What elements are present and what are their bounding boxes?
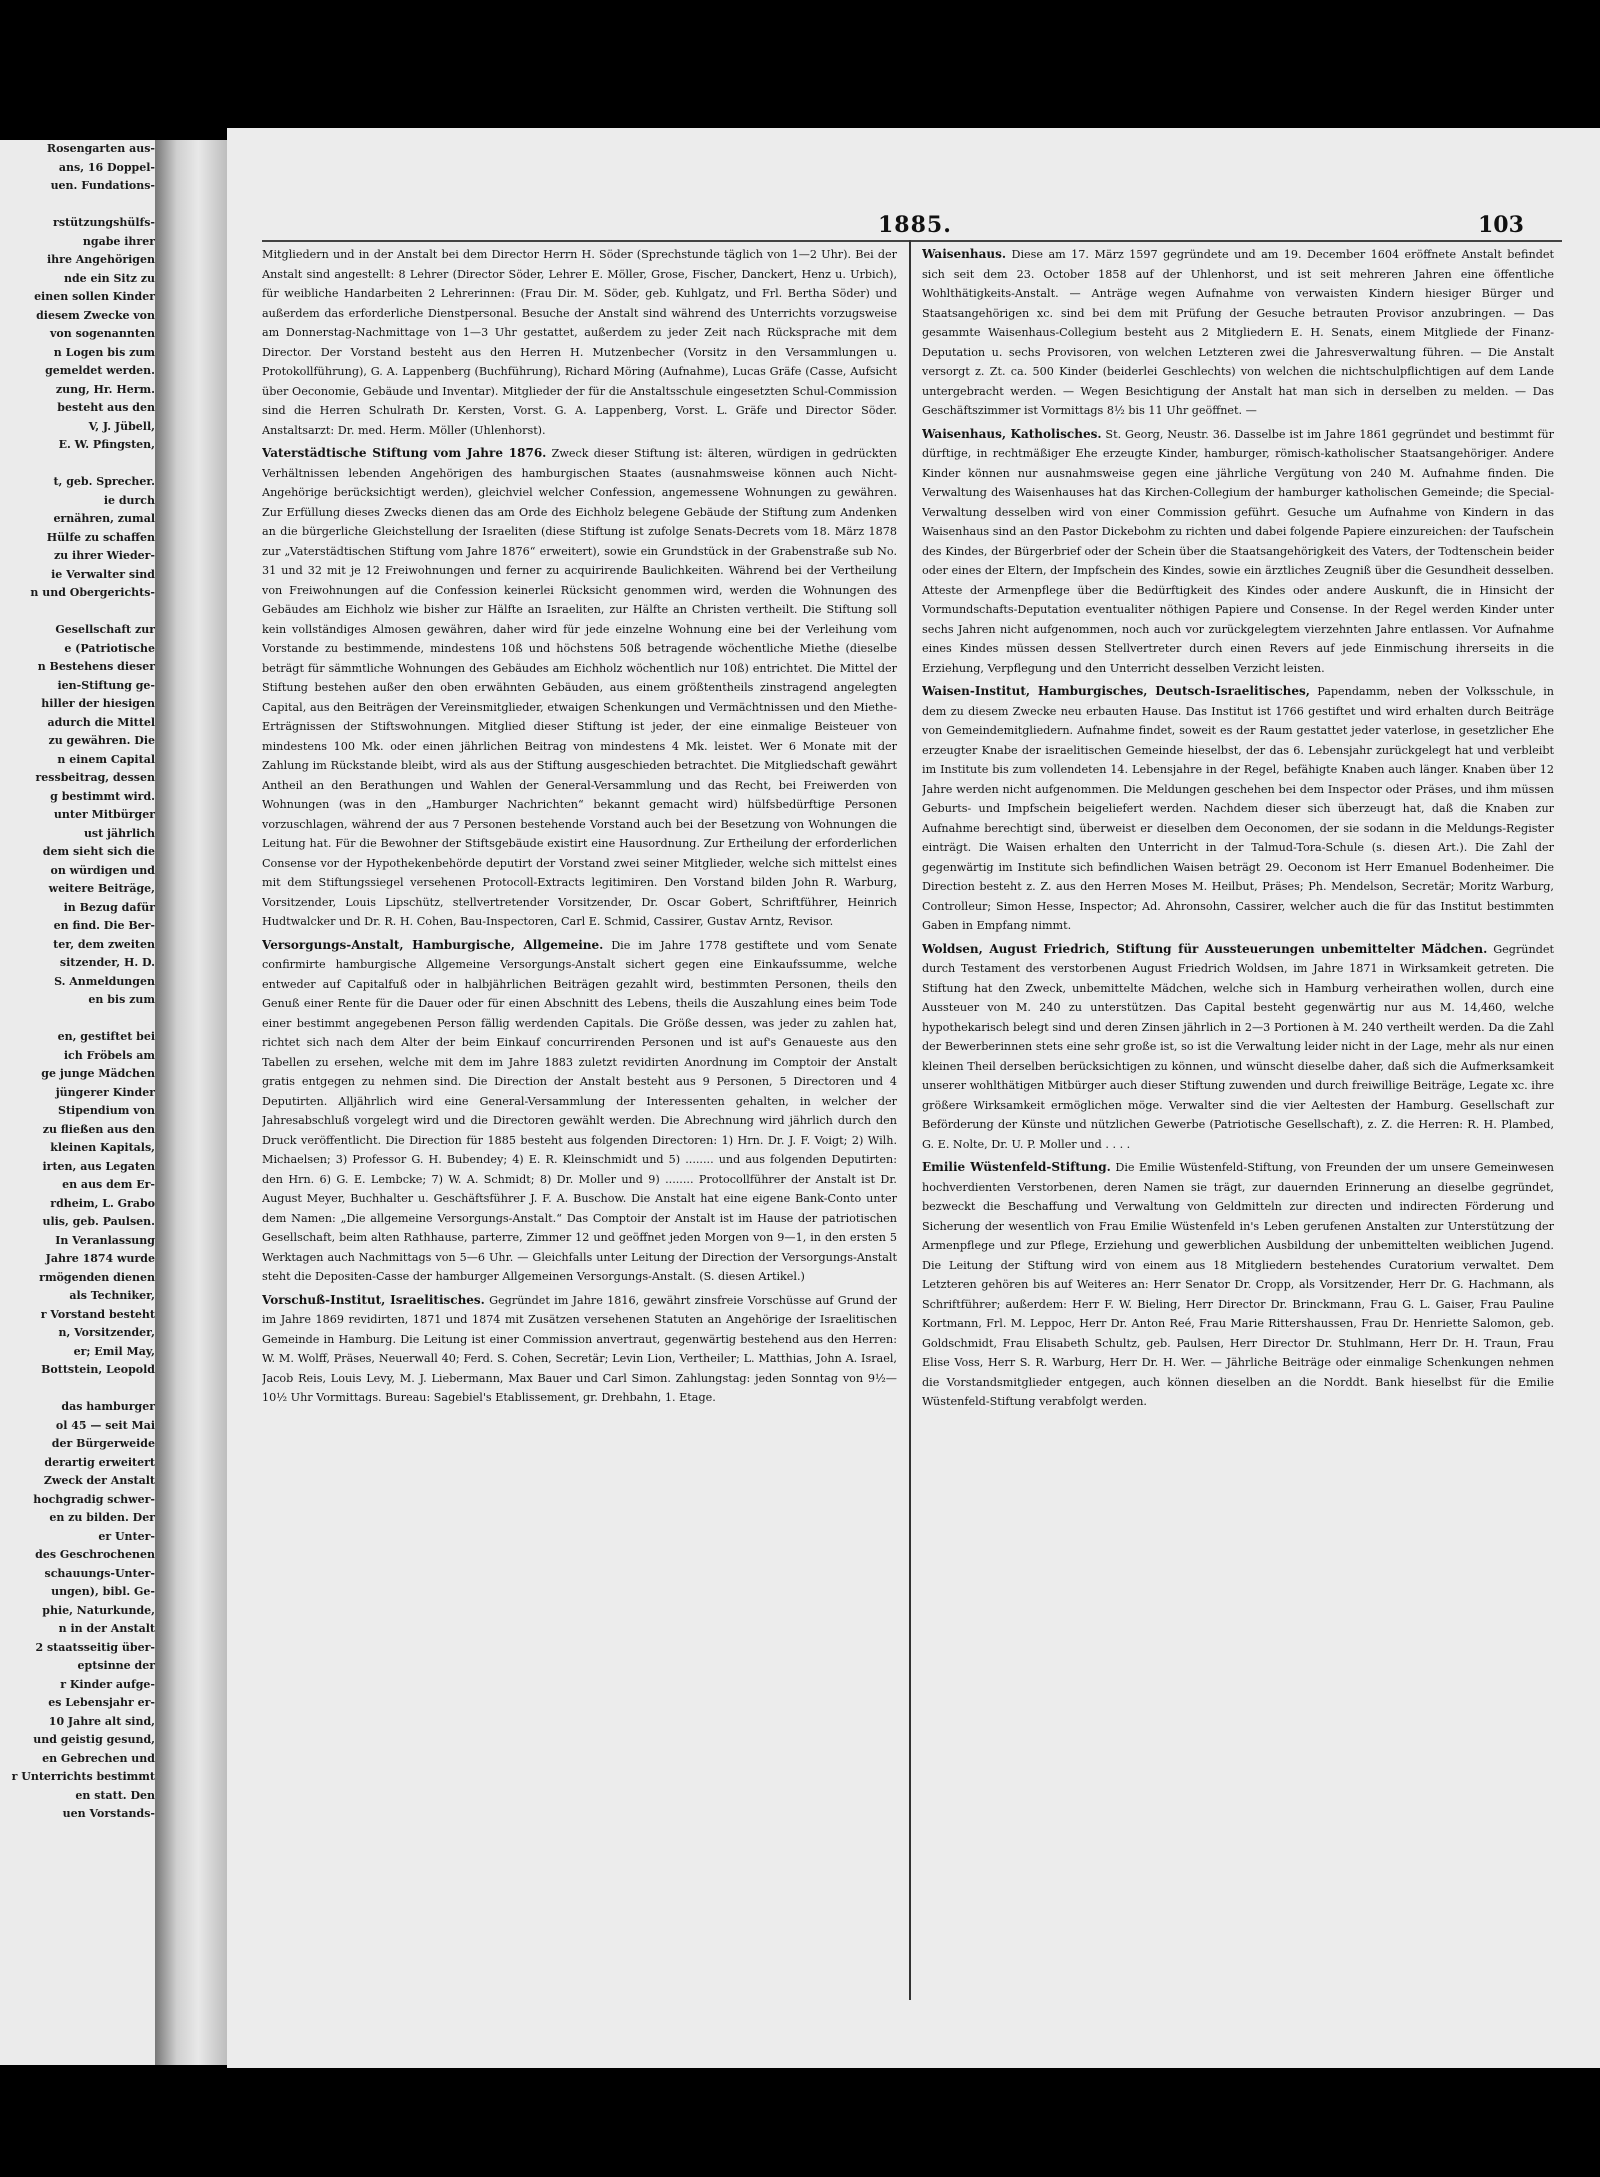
entry-title: Waisenhaus, Katholisches. (922, 426, 1102, 441)
fragment-line: ngabe ihrer (82, 234, 155, 248)
fragment-line: e (Patriotische (64, 641, 155, 655)
fragment-line: und geistig gesund, (33, 1733, 155, 1746)
fragment-line: der Bürgerweide (51, 1437, 155, 1450)
entry-paragraph (262, 1291, 897, 1408)
fragment-line: unter Mitbürger (53, 808, 155, 821)
fragment-line (0, 196, 155, 215)
fragment-line: S. Anmeldungen (54, 974, 155, 988)
fragment-line: er Unter- (98, 1529, 155, 1543)
fragment-line: derartig erweitert (44, 1455, 155, 1469)
fragment-line: besteht aus den (57, 401, 155, 414)
fragment-line: rstützungshülfs- (53, 216, 155, 229)
entry-paragraph (922, 245, 1554, 421)
entry-text: Gegründet durch Testament des verstorbenen August Friedrich Woldsen, im Jahre 1871 in Wirksamkeit getreten. Die Stiftung hat den Zweck, unbemittelte Mädchen, welche sich in Hamburg verheirathen wollen, durch eine Aussteuer von M. 240 zu unterstützen. Das Capital besteht gegenwärtig nur aus M. 14,460, welche hypothekarisch belegt sind und deren Zinsen jährlich in 2—3 Portionen à M. 240 vertheilt werden. Da die Zahl der Bewerberinnen stets eine sehr große ist, so ist die Verwaltung leider nicht in der Lage, mehr als nur einen kleinen Theil derselben berücksichtigen zu können, und wünscht dieselbe daher, daß sich die Aufmerksamkeit unserer wohlthätigen Mitbürger auch dieser Stiftung zuwenden und durch freiwillige Beiträge, Legate xc. ihre größere Wirksamkeit ermöglichen möge. Verwalter sind die vier Aeltesten der Hamburg. Gesellschaft zur Beförderung der Künste und nützlichen Gewerbe (Patriotische Gesellschaft), z. Z. die Herren: R. H. Plambed, G. E. Nolte, Dr. U. P. Moller und . . . . (922, 942, 1554, 1151)
fragment-line: ie durch (103, 493, 155, 507)
fragment-line: ter, dem zweiten (53, 937, 155, 951)
fragment-line: Zweck der Anstalt (43, 1474, 155, 1487)
entry-title: Waisen-Institut, Hamburgisches, Deutsch-Israelitisches, (922, 684, 1310, 698)
entry-text: Die Emilie Wüstenfeld-Stiftung, von Freunden der um unsere Gemeinwesen hochverdienten Verstorbenen, deren Namen sie trägt, zur dauernden Erinnerung an dieselbe gegründet, bezweckt die Beschaffung und Verwaltung von Geldmitteln zur directen und indirecten Förderung und Sicherung der wesentlich von Frau Emilie Wüstenfeld in's Leben gerufenen Anstalten zur Unterstützung der Armenpflege und zur Pflege, Erziehung und gewerblichen Ausbildung der unbemittelten weiblichen Jugend. Die Leitung der Stiftung wird von einem aus 18 Mitgliedern bestehendes Curatorium verwaltet. Dem Letzteren gehören bis auf Weiteres an: Herr Senator Dr. Cropp, als Vorsitzender, Herr Dr. G. Hachmann, als Schriftführer; außerdem: Herr F. W. Bieling, Herr Director Dr. Brinckmann, Frau G. L. Gaiser, Frau Pauline Kortmann, Frl. M. Leppoc, Herr Dr. Anton Reé, Frau Marie Rittershaussen, Frau Dr. Henriette Salomon, geb. Goldschmidt, Frau Elisabeth Schultz, geb. Paulsen, Herr Director Dr. Stuhlmann, Herr Dr. H. Traun, Frau Elise Voss, Herr S. R. Warburg, Herr Dr. H. Wer. — Jährliche Beiträge oder einmalige Schenkungen nehmen die Vorstandsmitglieder entgegen, auch können dieselben an die Norddt. Bank hieselbst für die Emilie Wüstenfeld-Stiftung verabfolgt werden. (922, 1161, 1554, 1408)
fragment-line: n, Vorsitzender, (58, 1326, 155, 1339)
entry-title: Emilie Wüstenfeld-Stiftung. (922, 1160, 1111, 1174)
fragment-line (0, 1380, 155, 1399)
fragment-line: hiller der hiesigen (41, 697, 155, 710)
fragment-line: n Logen bis zum (53, 345, 155, 359)
scan-border-top (0, 0, 1600, 140)
fragment-line: zu fließen aus den (42, 1122, 155, 1136)
fragment-line: en zu bilden. Der (49, 1511, 155, 1524)
fragment-line: diesem Zwecke von (36, 308, 155, 322)
page-number: 103 (1478, 212, 1524, 238)
fragment-line: rmögenden dienen (39, 1270, 155, 1284)
fragment-line: n und Obergerichts- (30, 586, 155, 599)
fragment-line: schauungs-Unter- (44, 1566, 155, 1580)
text-column-right (922, 245, 1554, 2045)
fragment-line (0, 455, 155, 474)
fragment-line: rdheim, L. Grabo (50, 1196, 155, 1210)
fragment-line: ol 45 — seit Mai (55, 1418, 155, 1432)
fragment-line: ernähren, zumal (53, 512, 155, 525)
fragment-line: uen Vorstands- (62, 1807, 155, 1820)
fragment-line: In Veranlassung (55, 1233, 155, 1247)
fragment-line: 10 Jahre alt sind, (48, 1714, 155, 1728)
fragment-line: kleinen Kapitals, (50, 1141, 155, 1154)
fragment-line: des Geschrochenen (35, 1548, 155, 1561)
fragment-line: es Lebensjahr er- (48, 1696, 155, 1709)
fragment-line: zung, Hr. Herm. (55, 382, 155, 396)
fragment-line: einen sollen Kinder (34, 290, 155, 303)
fragment-line: Rosengarten aus- (46, 142, 155, 155)
fragment-line: ressbeitrag, dessen (35, 771, 155, 784)
fragment-line: n Bestehens dieser (37, 660, 155, 673)
fragment-line (0, 603, 155, 622)
fragment-line: hochgradig schwer- (33, 1492, 155, 1506)
fragment-line: r Unterrichts bestimmt (11, 1770, 155, 1783)
fragment-line: als Techniker, (69, 1289, 155, 1302)
fragment-line: dem sieht sich die (42, 845, 155, 858)
entry-paragraph (922, 425, 1554, 679)
fragment-line: r Kinder aufge- (60, 1677, 155, 1691)
fragment-line: r Vorstand besteht (40, 1307, 155, 1321)
text-column-left (262, 245, 897, 2045)
fragment-line: von sogenannten (50, 327, 155, 340)
fragment-line: ihre Angehörigen (46, 253, 155, 266)
entry-paragraph (262, 444, 897, 932)
fragment-line: das hamburger (61, 1400, 155, 1413)
fragment-line: en bis zum (88, 993, 155, 1006)
fragment-line: sitzender, H. D. (59, 956, 155, 969)
entry-title: Vorschuß-Institut, Israelitisches. (262, 1292, 485, 1307)
fragment-line: t, geb. Sprecher. (53, 475, 155, 488)
fragment-line: on würdigen und (50, 863, 155, 877)
entry-paragraph (922, 940, 1554, 1155)
entry-paragraph (262, 245, 897, 440)
fragment-line: ans, 16 Doppel- (58, 160, 155, 174)
entry-paragraph (922, 1158, 1554, 1412)
fragment-line: ich Fröbels am (63, 1048, 155, 1062)
fragment-line: en find. Die Ber- (53, 919, 155, 932)
entry-text: Diese am 17. März 1597 gegründete und am 19. December 1604 eröffnete Anstalt befindet sich seit dem 23. October 1858 auf der Uhlenhorst, und ist seit mehreren Jahren eine öffentliche Wohlthätigkeits-Anstalt. — Anträge wegen Aufnahme von verwaisten Kindern hiesiger Bürger und Staatsangehörigen xc. sind bei dem mit Prüfung der Gesuche betrauten Provisor anzubringen. — Das gesammte Waisenhaus-Collegium besteht aus 2 Mitgliedern E. H. Senats, einem Mitgliede der Finanz-Deputation u. sechs Provisoren, von welchen Letzteren zwei die Jahresverwaltung führen. — Die Anstalt versorgt z. Zt. ca. 500 Kinder (beiderlei Geschlechts) von welchen die nichtschulpflichtigen auf dem Lande untergebracht werden. — Wegen Besichtigung der Anstalt hat man sich in derselben zu melden. — Das Geschäftszimmer ist Vormittags 8½ bis 11 Uhr geöffnet. — (922, 248, 1554, 417)
fragment-line: Gesellschaft zur (55, 623, 155, 636)
fragment-line: eptsinne der (77, 1659, 155, 1672)
fragment-line: weitere Beiträge, (48, 882, 155, 895)
entry-text: Papendamm, neben der Volksschule, in dem zu diesem Zwecke neu erbauten Hause. Das Institut ist 1766 gestiftet und wird erhalten durch Beiträge von Gemeindemitgliedern. Aufnahme findet, soweit es der Raum gestattet jeder vaterlose, in gesetzlicher Ehe erzeugter Knabe der israelitischen Gemeinde hieselbst, der das 6. Lebensjahr zurückgelegt hat und verbleibt im Institute bis zum vollendeten 14. Lebensjahre in der Regel, befähigte Knaben auch länger. Knaben über 12 Jahre werden nicht aufgenommen. Die Meldungen geschehen bei dem Inspector oder Präses, und ihm müssen Geburts- und Impfschein beigeliefert werden. Nachdem dieser sich überzeugt hat, daß die Knaben zur Aufnahme berechtigt sind, überweist er dieselben dem Oeconomen, der sie sodann in die Meldungs-Register einträgt. Die Waisen erhalten den Unterricht in der Talmud-Tora-Schule (s. diesen Art.). Die Zahl der gegenwärtig im Institute sich befindlichen Waisen beträgt 29. Oeconom ist Herr Emanuel Bodenheimer. Die Direction besteht z. Z. aus den Herren Moses M. Heilbut, Präses; Ph. Mendelson, Secretär; Moritz Warburg, Controlleur; Simon Hesse, Inspector; Ad. Ahronsohn, Cassirer, welcher auch die für das Institut bestimmten Gaben in Empfang nimmt. (922, 685, 1554, 932)
column-divider (909, 240, 911, 2000)
fragment-line: n einem Capital (57, 752, 155, 766)
entry-title: Vaterstädtische Stiftung vom Jahre 1876. (262, 446, 547, 460)
fragment-line: jüngerer Kinder (55, 1085, 155, 1099)
fragment-line: er; Emil May, (73, 1344, 155, 1358)
fragment-line: en aus dem Er- (62, 1178, 155, 1191)
fragment-line: zu gewähren. Die (48, 734, 155, 747)
fragment-line: Bottstein, Leopold (41, 1363, 155, 1376)
entry-text: Mitgliedern und in der Anstalt bei dem Director Herrn H. Söder (Sprechstunde täglich von 1—2 Uhr). Bei der Anstalt sind angestellt: 8 Lehrer (Director Söder, Lehrer E. Möller, Grose, Fischer, Danckert, Henz u. Urbich), für weibliche Handarbeiten 2 Lehrerinnen: (Frau Dir. M. Söder, geb. Kuhlgatz, und Frl. Bertha Söder) und außerdem das erforderliche Dienstpersonal. Besuche der Anstalt sind während des Unterrichts vorzugsweise am Donnerstag-Nachmittage von 1—3 Uhr gestattet, außerdem zu jeder Zeit nach Rücksprache mit dem Director. Der Vorstand besteht aus den Herren H. Mutzenbecher (Vorsitz in den Versammlungen u. Protokollführung), G. A. Lappenberg (Buchführung), Richard Möring (Aufnahme), Lucas Gräfe (Casse, Aufsicht über Oeconomie, Gebäude und Inventar). Mitglieder der für die Anstaltsschule eingesetzten Schul-Commission sind die Herren Schulrath Dr. Kersten, Vorst. G. A. Lappenberg, Vorst. L. Gräfe und Director Söder. Anstaltsarzt: Dr. med. Herm. Möller (Uhlenhorst). (262, 248, 897, 437)
fragment-line: zu ihrer Wieder- (53, 549, 155, 562)
fragment-line: ust jährlich (83, 826, 155, 840)
page-year: 1885. (878, 212, 952, 238)
fragment-line: ulis, geb. Paulsen. (42, 1215, 155, 1228)
fragment-line: uen. Fundations- (50, 179, 155, 192)
fragment-line: phie, Naturkunde, (42, 1603, 155, 1617)
fragment-line: E. W. Pfingsten, (58, 438, 155, 451)
fragment-line: ge junge Mädchen (41, 1067, 155, 1080)
fragment-line: in Bezug dafür (63, 900, 155, 914)
fragment-line: ie Verwalter sind (51, 567, 155, 581)
fragment-line: en Gebrechen und (42, 1751, 155, 1765)
fragment-line: adurch die Mittel (47, 715, 155, 729)
entry-title: Versorgungs-Anstalt, Hamburgische, Allgemeine. (262, 937, 604, 952)
fragment-line: ungen), bibl. Ge- (51, 1585, 155, 1598)
fragment-line: g bestimmt wird. (50, 789, 155, 803)
entry-title: Waisenhaus. (922, 247, 1007, 261)
entry-text: Gegründet im Jahre 1816, gewährt zinsfreie Vorschüsse auf Grund der im Jahre 1869 revidirten, 1871 und 1874 mit Zusätzen versehenen Statuten an Angehörige der Israelitischen Gemeinde in Hamburg. Die Leitung ist einer Commission anvertraut, gegenwärtig bestehend aus den Herren: W. M. Wolff, Präses, Neuerwall 40; Ferd. S. Cohen, Secretär; Levin Lion, Vertheiler; L. Matthias, John A. Israel, Jacob Reis, Louis Levy, M. J. Liebermann, Max Bauer und Carl Simon. Zahlungstag: jeden Sonntag von 9½—10½ Uhr Vormittags. Bureau: Sagebiel's Etablissement, gr. Drehbahn, 1. Etage. (262, 1293, 897, 1404)
entry-paragraph (922, 682, 1554, 936)
fragment-line: ien-Stiftung ge- (57, 678, 155, 692)
fragment-line: nde ein Sitz zu (63, 271, 155, 285)
fragment-line: Jahre 1874 wurde (45, 1252, 155, 1265)
scan-border-bottom (0, 2065, 1600, 2177)
fragment-line: irten, aus Legaten (42, 1159, 155, 1173)
entry-text: St. Georg, Neustr. 36. Dasselbe ist im Jahre 1861 gegründet und bestimmt für dürftige, in rechtmäßiger Ehe erzeugte Kinder, hamburger, römisch-katholischer Staatsangehöriger. Andere Kinder können nur ausnahmsweise gegen eine jährliche Vergütung von 240 M. Aufnahme finden. Die Verwaltung des Waisenhauses hat das Kirchen-Collegium der hamburger katholischen Gemeinde; die Special-Verwaltung desselben wird von einer Commission geführt. Gesuche um Aufnahme von Kindern in das Waisenhaus sind an den Pastor Dickebohm zu richten und dabei folgende Papiere einzureichen: der Taufschein des Kindes, der Bürgerbrief oder der Schein über die Staatsangehörigkeit des Vaters, der Todtenschein beider oder eines der Eltern, der Impfschein des Kindes, sowie ein ärztliches Zeugniß über die Gesundheit desselben. Atteste der Armenpflege über die Bedürftigkeit des Kindes oder andere Auskunft, die in Hinsicht der Vormundschafts-Deputation eventualiter nöthigen Papiere und Consense. In der Regel werden Kinder unter sechs Jahren nicht aufgenommen, noch auch vor zurückgelegtem vierzehnten Jahre entlassen. Vor Aufnahme eines Kindes müssen dessen Stellvertreter durch einen Revers auf jede Einmischung ihrerseits in die Erziehung, Verpflegung und den Unterricht desselben Verzicht leisten. (922, 427, 1554, 675)
entry-title: Woldsen, August Friedrich, Stiftung für Aussteuerungen unbemittelter Mädchen. (922, 941, 1488, 956)
fragment-line: Hülfe zu schaffen (46, 530, 155, 544)
book-gutter (155, 140, 227, 2065)
fragment-line: n in der Anstalt (58, 1622, 155, 1635)
fragment-line: V, J. Jübell, (88, 419, 155, 433)
fragment-line: gemeldet werden. (45, 364, 155, 377)
entry-paragraph (262, 936, 897, 1287)
header-rule (262, 240, 1562, 242)
fragment-line: en statt. Den (75, 1788, 155, 1802)
entry-text: Die im Jahre 1778 gestiftete und vom Senate confirmirte hamburgische Allgemeine Versorgungs-Anstalt sichert gegen eine Einkaufssumme, welche entweder auf Capitalfuß oder in halbjährlichen Beiträgen gezahlt wird, bestimmten Personen, theils den Genuß einer Rente für die Dauer oder für einen Abschnitt des Lebens, theils die Auszahlung eines beim Tode einer bestimmt angegebenen Person fällig werdenden Capitals. Die Größe dessen, was jeder zu zahlen hat, richtet sich nach dem Alter der beim Einkauf concurrirenden Personen und ist auf's Genaueste aus den Tabellen zu ersehen, welche mit dem im Jahre 1883 zuletzt revidirten Anordnung im Comptoir der Anstalt gratis entgegen zu nehmen sind. Die Direction der Anstalt besteht aus 9 Personen, 5 Directoren und 4 Deputirten. Alljährlich wird eine General-Versammlung der Interessenten gehalten, in welcher der Jahresabschluß vorgelegt wird und die Directoren gewählt werden. Die Abrechnung wird jährlich durch den Druck veröffentlicht. Die Direction für 1885 besteht aus folgenden Directoren: 1) Hrn. Dr. J. F. Voigt; 2) Wilh. Michaelsen; 3) Professor G. H. Bubendey; 4) E. R. Kleinschmidt und 5) ........ und aus folgenden Deputirten: den Hrn. 6) G. E. Lembcke; 7) W. A. Schmidt; 8) Dr. Moller und 9) ........ Protocollführer der Anstalt ist Dr. August Meyer, Buchhalter u. Geschäftsführer J. F. A. Buschow. Die Anstalt hat eine eigene Bank-Conto unter dem Namen: „Die allgemeine Versorgungs-Anstalt.“ Das Comptoir der Anstalt ist im Hause der patriotischen Gesellschaft, beim alten Rathhause, parterre, Zimmer 12 und geöffnet jeden Morgen von 9—1, in den ersten 5 Werktagen auch Nachmittags von 5—6 Uhr. — Gleichfalls unter Leitung der Direction der Versorgungs-Anstalt steht die Depositen-Casse der hamburger Allgemeinen Versorgungs-Anstalt. (S. diesen Artikel.) (262, 938, 897, 1283)
fragment-line: Stipendium von (58, 1104, 155, 1117)
left-page-fragment (0, 140, 155, 2065)
fragment-line: en, gestiftet bei (57, 1030, 155, 1043)
fragment-line: 2 staatsseitig über- (35, 1640, 155, 1654)
fragment-line (0, 1010, 155, 1029)
entry-text: Zweck dieser Stiftung ist: älteren, würdigen in gedrückten Verhältnissen lebenden Angehörigen des hamburgischen Staates (ausnahmsweise können auch Nicht-Angehörige berücksichtigt werden), gleichviel welcher Confession, angemessene Wohnungen zu gewähren. Zur Erfüllung dieses Zwecks dienen das am Orde des Eichholz belegene Gebäude der Stiftung zum Andenken an die bürgerliche Gleichstellung der Israeliten (diese Stiftung ist zufolge Senats-Decrets vom 18. März 1878 zur „Vaterstädtischen Stiftung vom Jahre 1876“ erweitert), sowie ein Grundstück in der Grabenstraße sub No. 31 und 32 mit je 12 Freiwohnungen und ferner zu acquirirende Baulichkeiten. Während bei der Vertheilung von Freiwohnungen auf die Confession keinerlei Rücksicht genommen wird, werden die Wohnungen des Gebäudes am Eichholz wie bisher zur Hälfte an Israeliten, zur Hälfte an Christen vertheilt. Die Stiftung soll kein vollständiges Almosen gewähren, daher wird für jede einzelne Wohnung eine bei der Verleihung vom Vorstande zu bestimmende, mindestens 10ß und höchstens 50ß betragende wöchentliche Miethe (dieselbe beträgt für sämmtliche Wohnungen des Gebäudes am Eichholz wöchentlich nur 10ß) entrichtet. Die Mittel der Stiftung bestehen außer den oben erwähnten Gebäuden, aus einem größtentheils zinstragend angelegten Capital, aus den Beiträgen der Vereinsmitglieder, etwaigen Schenkungen und Vermächtnissen und den Miethe-Erträgnissen der Stiftswohnungen. Mitglied dieser Stiftung ist jeder, der eine einmalige Beisteuer von mindestens 100 Mk. oder einen jährlichen Beitrag von mindestens 4 Mk. leistet. Wer 6 Monate mit der Zahlung im Rückstande bleibt, wird als aus der Stiftung ausgeschieden betrachtet. Die Mitgliedschaft gewährt Antheil an den Berathungen und Wahlen der General-Versammlung und das Recht, bei Freiwerden von Wohnungen (was in den „Hamburger Nachrichten“ bekannt gemacht wird) hülfsbedürftige Personen vorzuschlagen, während der aus 7 Personen bestehende Vorstand auch bei der Besetzung von Wohnungen die Leitung hat. Für die Bewohner der Stiftsgebäude existirt eine Hausordnung. Zur Ertheilung der erforderlichen Consense vor der Hypothekenbehörde deputirt der Vorstand zwei seiner Mitglieder, welche sich mittelst eines mit dem Stiftungssiegel versehenen Protocoll-Extracts legitimiren. Den Vorstand bilden John R. Warburg, Vorsitzender, Louis Lipschütz, stellvertretender Vorsitzender, Dr. Oscar Gobert, Schriftführer, Heinrich Hudtwalcker und Dr. R. H. Cohen, Bau-Inspectoren, Carl E. Schmid, Cassirer, Gustav Arntz, Revisor. (262, 447, 897, 928)
